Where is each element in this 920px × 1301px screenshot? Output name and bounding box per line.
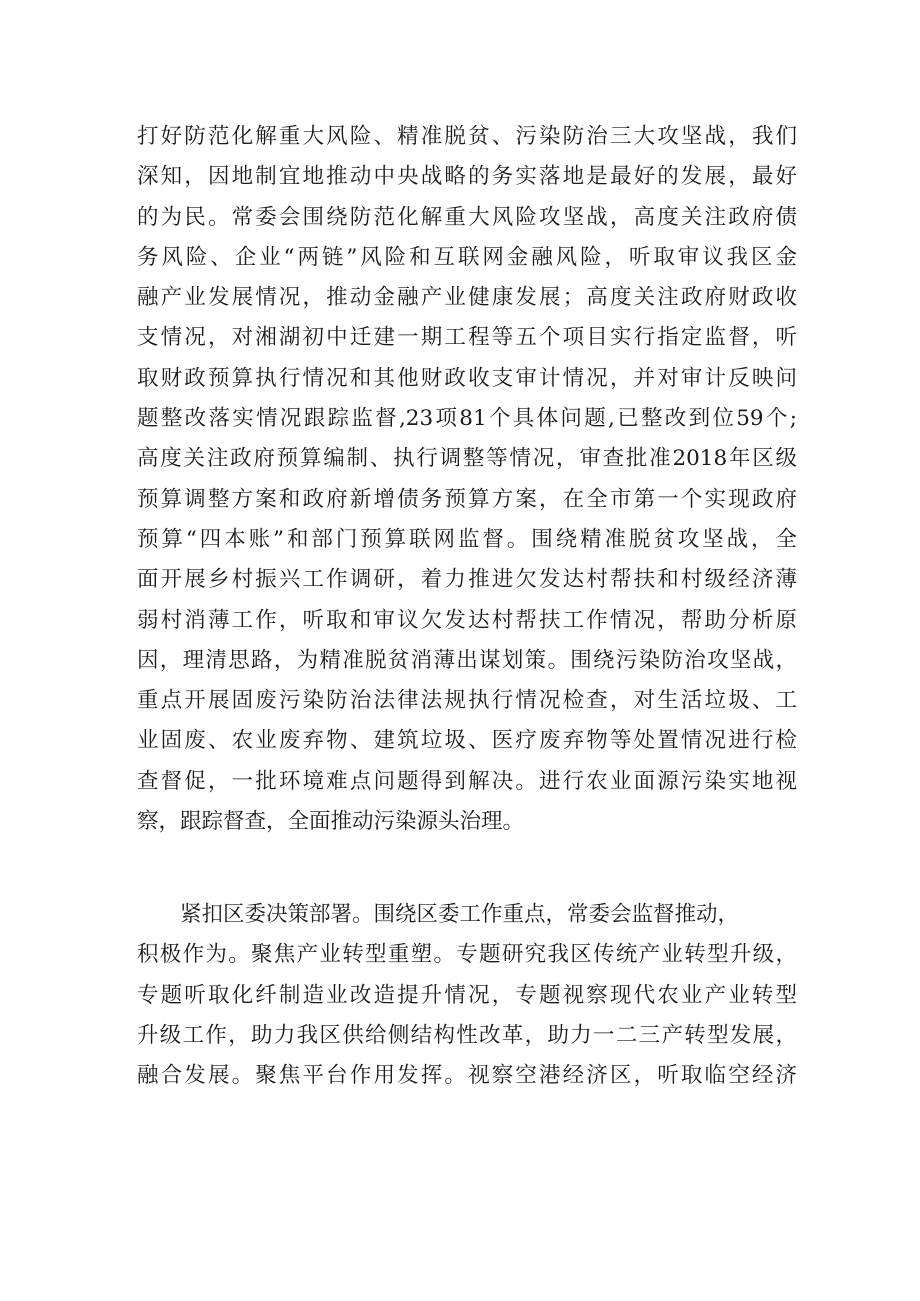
text-line: 面开展乡村振兴工作调研，着力推进欠发达村帮扶和村级经济薄 bbox=[137, 567, 797, 593]
text-line: 务风险、企业“两链”风险和互联网金融风险，听取审议我区金 bbox=[137, 244, 797, 270]
text-line: 查督促，一批环境难点问题得到解决。进行农业面源污染实地视 bbox=[137, 768, 797, 794]
text-line: 高度关注政府预算编制、执行调整等情况，审查批准2018年区级 bbox=[137, 446, 797, 472]
text-line: 融合发展。聚焦平台作用发挥。视察空港经济区，听取临空经济 bbox=[137, 1063, 797, 1089]
text-line: 取财政预算执行情况和其他财政收支审计情况，并对审计反映问 bbox=[137, 365, 797, 391]
text-line: 专题听取化纤制造业改造提升情况，专题视察现代农业产业转型 bbox=[137, 982, 797, 1008]
text-line: 预算“四本账”和部门预算联网监督。围绕精准脱贫攻坚战，全 bbox=[137, 526, 797, 552]
paragraph-2 bbox=[137, 895, 797, 1096]
text-line: 紧扣区委决策部署。围绕区委工作重点，常委会监督推动， bbox=[180, 902, 740, 927]
text-line: 因，理清思路，为精准脱贫消薄出谋划策。围绕污染防治攻坚战， bbox=[137, 647, 797, 673]
text-line: 支情况，对湘湖初中迁建一期工程等五个项目实行指定监督，听 bbox=[137, 325, 797, 351]
text-line: 积极作为。聚焦产业转型重塑。专题研究我区传统产业转型升级， bbox=[137, 942, 797, 968]
text-line: 深知，因地制宜地推动中央战略的务实落地是最好的发展，最好 bbox=[137, 164, 797, 190]
text-line: 的为民。常委会围绕防范化解重大风险攻坚战，高度关注政府债 bbox=[137, 204, 797, 230]
text-line: 题整改落实情况跟踪监督,23项81个具体问题,已整改到位59个; bbox=[137, 406, 797, 432]
text-line: 弱村消薄工作，听取和审议欠发达村帮扶工作情况，帮助分析原 bbox=[137, 607, 797, 633]
text-line: 融产业发展情况，推动金融产业健康发展；高度关注政府财政收 bbox=[137, 285, 797, 311]
text-line: 预算调整方案和政府新增债务预算方案，在全市第一个实现政府 bbox=[137, 486, 797, 512]
text-line: 重点开展固废污染防治法律法规执行情况检查，对生活垃圾、工 bbox=[137, 688, 797, 714]
text-line: 业固废、农业废弃物、建筑垃圾、医疗废弃物等处置情况进行检 bbox=[137, 728, 797, 754]
text-line: 升级工作，助力我区供给侧结构性改革，助力一二三产转型发展， bbox=[137, 1022, 797, 1048]
paragraph-1 bbox=[137, 117, 797, 842]
text-line: 打好防范化解重大风险、精准脱贫、污染防治三大攻坚战，我们 bbox=[137, 124, 797, 149]
text-line: 察，跟踪督查，全面推动污染源头治理。 bbox=[137, 809, 525, 835]
